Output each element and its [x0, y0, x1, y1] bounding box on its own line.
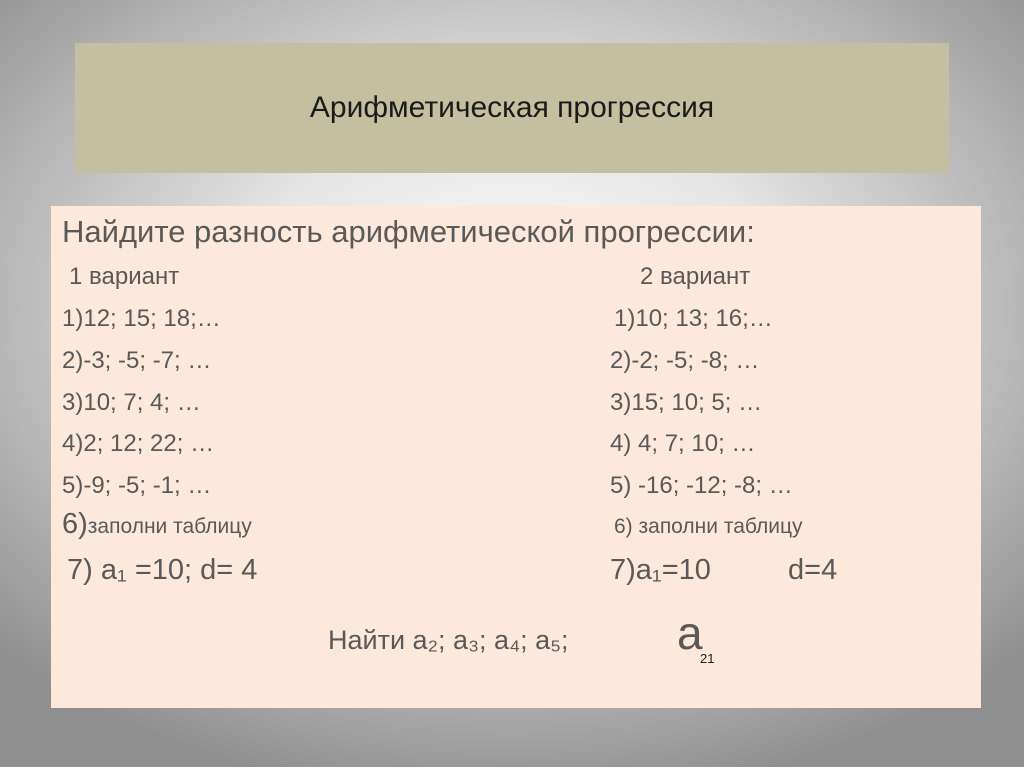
variant1-item-4: 4)2; 12; 22; … [62, 430, 215, 457]
variant2-item-1: 1)10; 13; 16;… [614, 305, 773, 332]
slide-title: Арифметическая прогрессия [309, 91, 715, 124]
variant2-item-7-d: d=4 [788, 554, 838, 586]
variant1-item-3: 3)10; 7; 4; … [62, 389, 201, 416]
task-heading: Найдите разность арифметической прогрессии: [62, 214, 755, 249]
variant1-label: 1 вариант [69, 263, 180, 290]
variant2-item-3: 3)15; 10; 5; … [610, 389, 763, 416]
variant1-item-7: 7) a₁ =10; d= 4 [67, 554, 258, 586]
find-terms-text: Найти a₂; a₃; a₄; a₅; [328, 625, 569, 655]
a21-letter: a [677, 607, 703, 659]
variant1-item-5: 5)-9; -5; -1; … [62, 472, 212, 499]
variant1-item-6-text: заполни таблицу [87, 515, 252, 538]
title-bar [75, 43, 949, 173]
variant1-item-1: 1)12; 15; 18;… [62, 305, 221, 332]
variant2-item-6: 6) заполни таблицу [614, 515, 803, 538]
variant2-item-7-a1: 7)a₁=10 [610, 554, 711, 586]
variant2-item-2: 2)-2; -5; -8; … [610, 347, 760, 374]
variant1-item-6 [62, 510, 252, 539]
variant2-item-5: 5) -16; -12; -8; … [610, 472, 793, 499]
variant2-label: 2 вариант [640, 263, 751, 290]
variant1-item-2: 2)-3; -5; -7; … [62, 347, 212, 374]
variant1-item-6-number: 6) [62, 508, 88, 540]
content-panel [51, 206, 981, 708]
a21-subscript: 21 [700, 651, 715, 666]
variant2-item-4: 4) 4; 7; 10; … [610, 430, 756, 457]
